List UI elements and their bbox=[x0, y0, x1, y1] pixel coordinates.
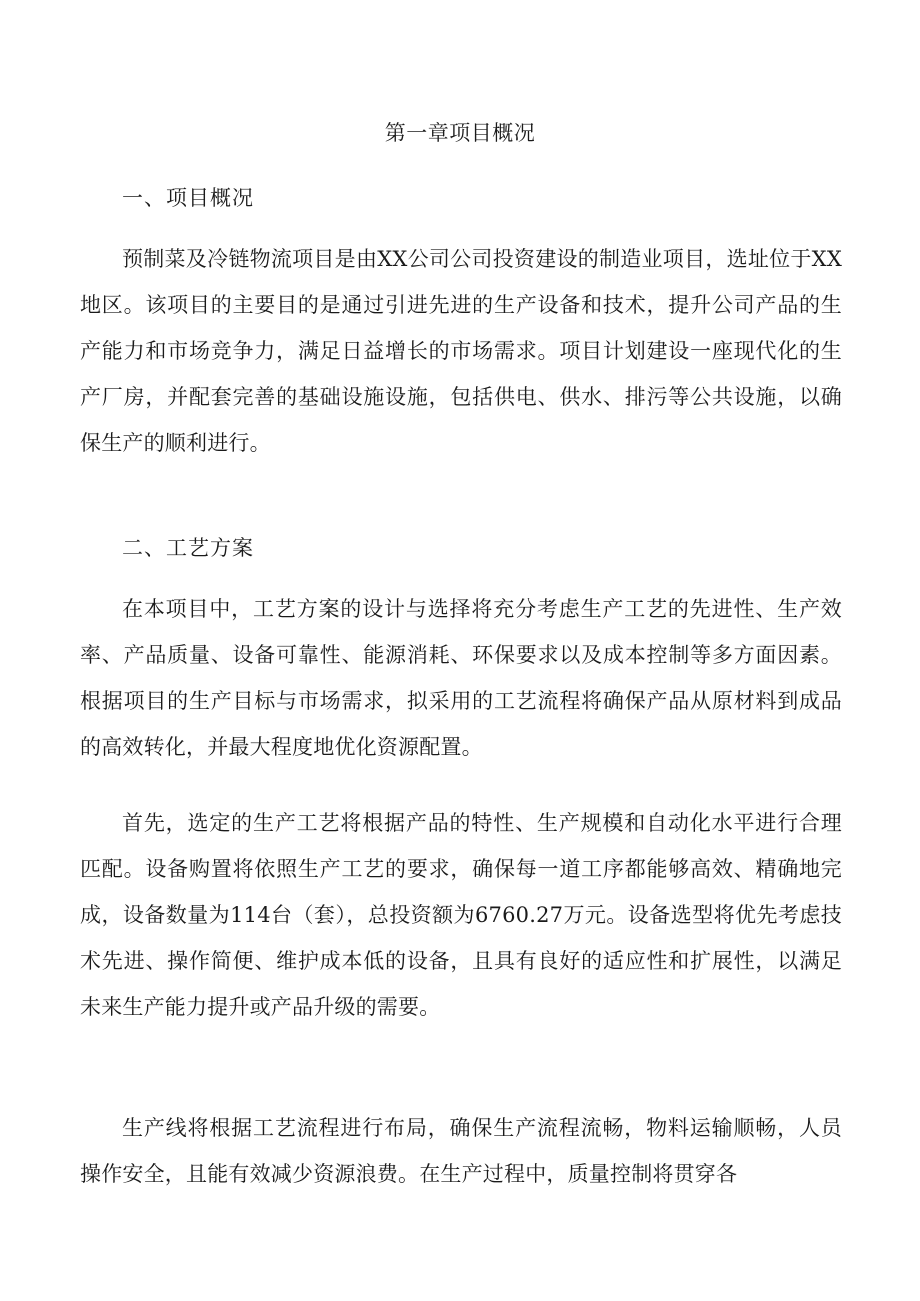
paragraph-production-line: 生产线将根据工艺流程进行布局，确保生产流程流畅，物料运输顺畅，人员操作安全，且能有效减少资源浪费。在生产过程中，质量控制将贯穿各 bbox=[80, 1116, 842, 1186]
paragraph-project-overview: 预制菜及冷链物流项目是由XX公司公司投资建设的制造业项目，选址位于XX地区。该项目的主要目的是通过引进先进的生产设备和技术，提升公司产品的生产能力和市场竞争力，满足日益增长的市场需求。项目计划建设一座现代化的生产厂房，并配套完善的基础设施设施，包括供电、供水、排污等公共设施，以确保生产的顺利进行。 bbox=[80, 247, 842, 455]
chapter-title: 第一章项目概况 bbox=[384, 121, 536, 145]
paragraph-process-plan-intro: 在本项目中，工艺方案的设计与选择将充分考虑生产工艺的先进性、生产效率、产品质量、设备可靠性、能源消耗、环保要求以及成本控制等多方面因素。根据项目的生产目标与市场需求，拟采用的工艺流程将确保产品从原材料到成品的高效转化，并最大程度地优化资源配置。 bbox=[80, 597, 842, 759]
section-heading-project-overview: 一、项目概况 bbox=[122, 186, 254, 210]
paragraph-process-selection: 首先，选定的生产工艺将根据产品的特性、生产规模和自动化水平进行合理匹配。设备购置将依照生产工艺的要求，确保每一道工序都能够高效、精确地完成，设备数量为114台（套），总投资额为6760.27万元。设备选型将优先考虑技术先进、操作简便、维护成本低的设备，且具有良好的适应性和扩展性，以满足未来生产能力提升或产品升级的需要。 bbox=[80, 811, 842, 1019]
section-heading-process-plan: 二、工艺方案 bbox=[122, 536, 254, 560]
